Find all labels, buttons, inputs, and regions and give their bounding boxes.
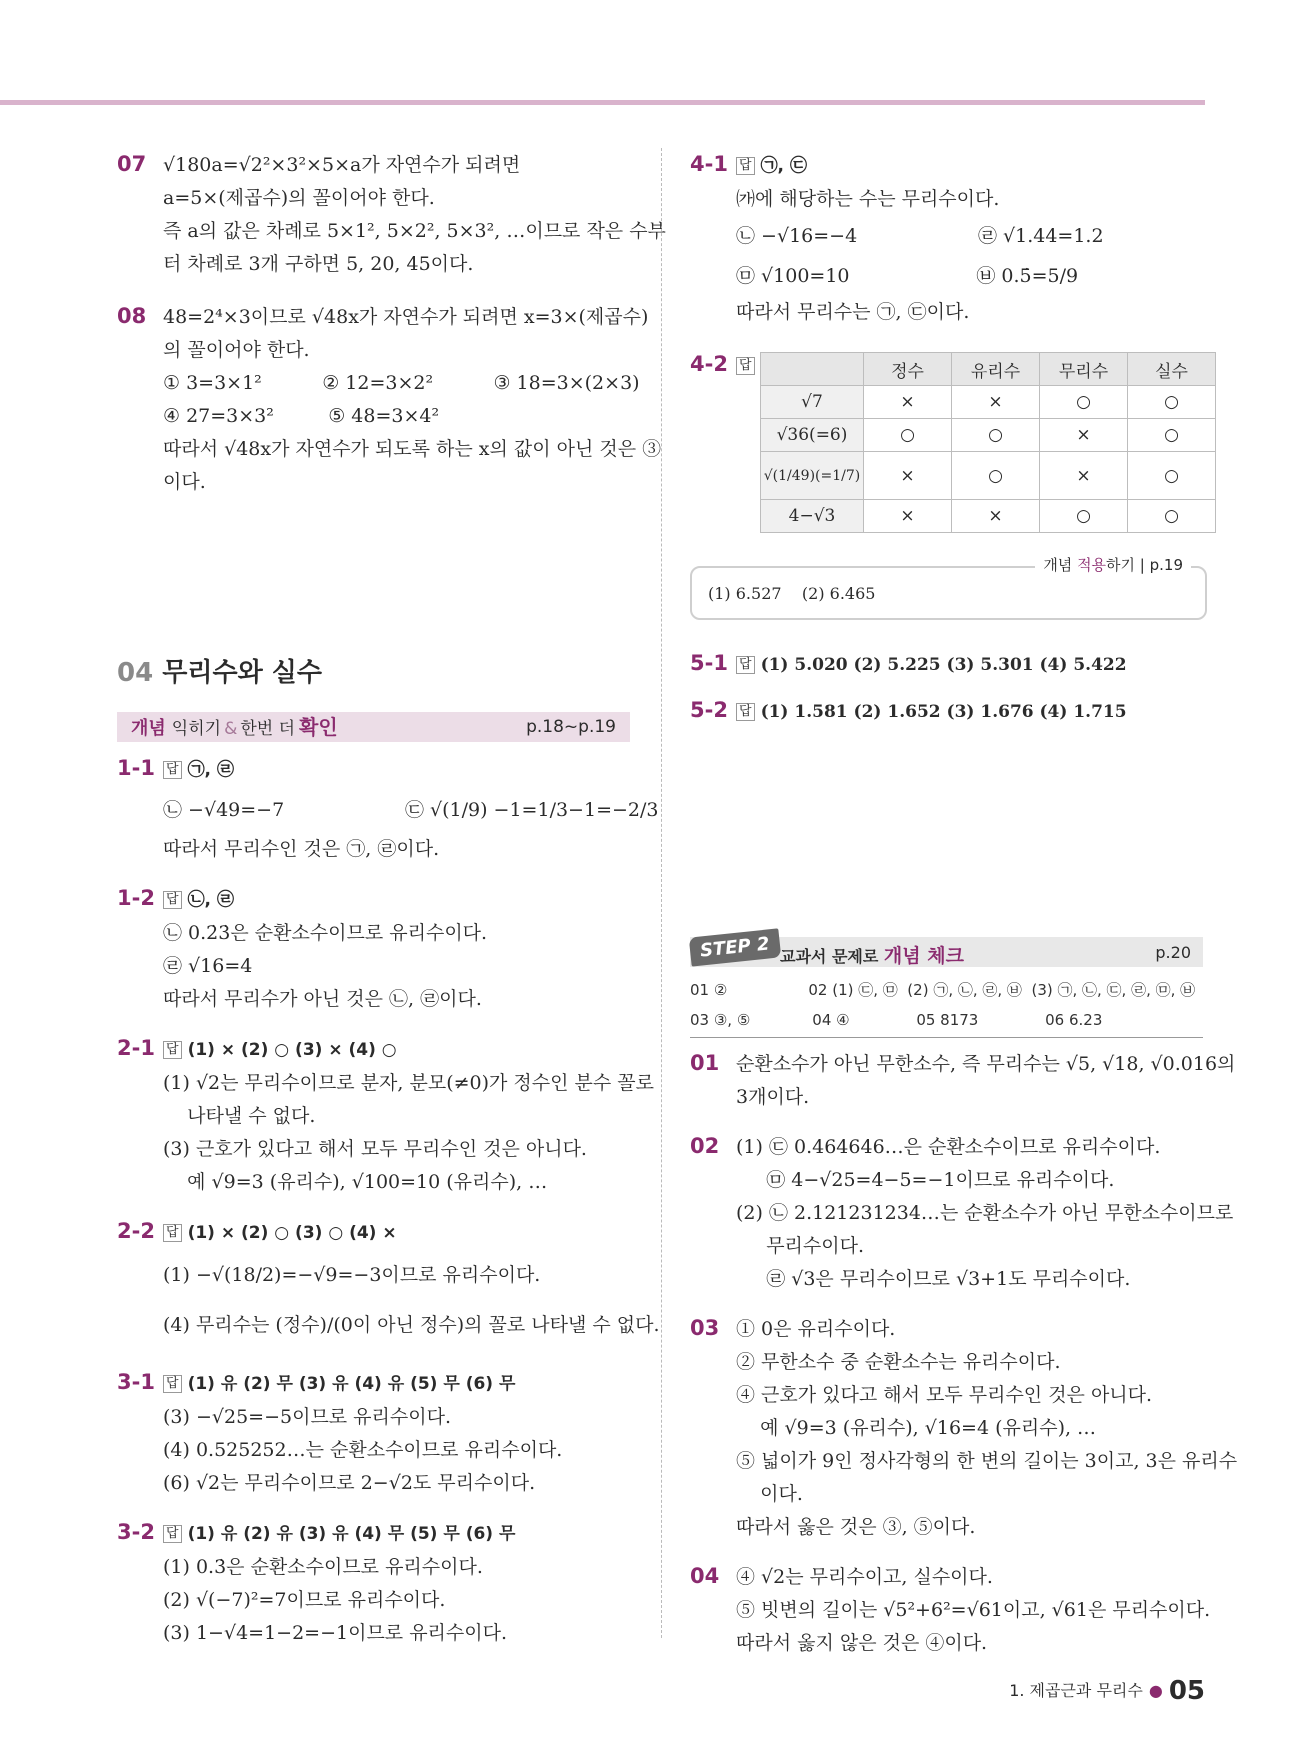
exercise-2-1: [117, 1032, 654, 1199]
page-reference: p.18~p.19: [526, 717, 616, 737]
table-header: 정수: [864, 353, 952, 386]
problem-number: 08: [117, 304, 147, 328]
text-line: ④ 27=3×3² ⑤ 48=3×4²: [163, 405, 440, 427]
section-number: 04: [117, 658, 154, 688]
answer-tag: 답: [163, 1525, 182, 1543]
summary-row: 03 ③, ⑤ 04 ④ 05 8173 06 6.23: [690, 1011, 1103, 1029]
table-cell: ×: [864, 452, 952, 500]
exercise-number: 4-1: [690, 152, 728, 176]
table-cell: ○: [952, 452, 1040, 500]
exercise-number: 5-2: [690, 698, 728, 722]
text-line: (4) 무리수는 (정수)/(0이 아닌 정수)의 꼴로 나타낼 수 없다.: [163, 1314, 660, 1336]
concept-apply-box: [690, 556, 1207, 620]
exercise-4-2: [690, 352, 761, 376]
exercise-number: 1-2: [117, 886, 155, 910]
box-label: [1035, 554, 1191, 575]
text-line: (4) 0.525252…는 순환소수이므로 유리수이다.: [163, 1439, 563, 1461]
table-cell: ×: [1040, 419, 1128, 452]
text-line: ② 무한소수 중 순환소수는 유리수이다.: [736, 1351, 1061, 1373]
step2-header: [690, 933, 1203, 967]
text-line: ④ √2는 무리수이고, 실수이다.: [736, 1566, 993, 1588]
column-divider: [661, 148, 662, 1638]
table-cell: ○: [1128, 452, 1216, 500]
text-line: 순환소수가 아닌 무한소수, 즉 무리수는 √5, √18, √0.016의: [736, 1053, 1236, 1075]
text-line: 따라서 옳지 않은 것은 ④이다.: [736, 1632, 988, 1654]
text-line: ⑤ 넓이가 9인 정사각형의 한 변의 길이는 3이고, 3은 유리수: [736, 1450, 1238, 1472]
exercise-number: 3-1: [117, 1370, 155, 1394]
text-line: (1) √2는 무리수이므로 분자, 분모(≠0)가 정수인 분수 꼴로: [163, 1072, 654, 1094]
text-line: 무리수이다.: [736, 1235, 865, 1257]
table-cell: ○: [1040, 386, 1128, 419]
table-row: [761, 500, 1216, 533]
page-footer: [1009, 1676, 1205, 1706]
exercise-number: 3-2: [117, 1520, 155, 1544]
right-exercises: [690, 1047, 1238, 1676]
band-label: &: [224, 719, 238, 739]
text-line: ㉡ −√49=−7 ㉢ √(1/9) −1=1/3−1=−2/3: [163, 799, 659, 821]
text-line: ㉤ 4−√25=4−5=−1이므로 유리수이다.: [736, 1169, 1115, 1191]
text-line: (1) ㉢ 0.464646…은 순환소수이므로 유리수이다.: [736, 1136, 1161, 1158]
exercise-number: 2-2: [117, 1219, 155, 1243]
band-label: 한번 더: [240, 719, 295, 739]
answer: (1) 유 (2) 유 (3) 유 (4) 무 (5) 무 (6) 무: [187, 1524, 516, 1544]
text-line: (1) −√(18/2)=−√9=−3이므로 유리수이다.: [163, 1264, 541, 1286]
table-cell: √36(=6): [761, 419, 864, 452]
answer-tag: 답: [736, 357, 755, 375]
step-title-text: 개념 체크: [883, 945, 964, 967]
table-cell: ○: [1128, 419, 1216, 452]
text-line: ① 3=3×1² ② 12=3×2² ③ 18=3×(2×3): [163, 372, 640, 394]
band-label: 익히기: [171, 719, 222, 739]
left-exercises: [117, 752, 660, 1666]
text-line: 나타낼 수 없다.: [163, 1105, 316, 1127]
step2-01: [690, 1047, 1236, 1114]
problem-number: 03: [690, 1316, 720, 1340]
chapter-title: 1. 제곱근과 무리수: [1009, 1681, 1143, 1700]
table-header: [761, 353, 864, 386]
answer: (1) × (2) ○ (3) × (4) ○: [187, 1040, 397, 1060]
section-name: 무리수와 실수: [162, 658, 322, 688]
table-cell: ×: [864, 500, 952, 533]
box-value: (1) 6.527 (2) 6.465: [708, 584, 876, 603]
answer: ㉠, ㉣: [187, 760, 234, 780]
answer: (1) 1.581 (2) 1.652 (3) 1.676 (4) 1.715: [760, 702, 1127, 722]
page-number: 05: [1168, 1676, 1205, 1706]
table-header: 유리수: [952, 353, 1040, 386]
answer: (1) 유 (2) 무 (3) 유 (4) 유 (5) 무 (6) 무: [187, 1374, 516, 1394]
band-label: 확인: [299, 715, 338, 739]
text-line: 3개이다.: [736, 1086, 810, 1108]
problem-number: 07: [117, 152, 147, 176]
table-header-row: [761, 353, 1216, 386]
exercise-1-2: [117, 882, 647, 1016]
classification-table: [760, 352, 1216, 533]
text-line: 따라서 무리수가 아닌 것은 ㉡, ㉣이다.: [163, 988, 482, 1010]
section-title: [117, 652, 322, 689]
answer-tag: 답: [163, 761, 182, 779]
exercise-1-1: [117, 752, 659, 866]
text-line: ㉤ √100=10 ㉥ 0.5̇=5/9: [736, 265, 1079, 287]
text-line: ⑤ 빗변의 길이는 √5²+6²=√61이고, √61은 무리수이다.: [736, 1599, 1211, 1621]
answer-tag: 답: [736, 656, 755, 674]
text-line: ㈎에 해당하는 수는 무리수이다.: [736, 188, 1000, 210]
answer: (1) × (2) ○ (3) ○ (4) ×: [187, 1223, 397, 1243]
step2-04: [690, 1560, 1210, 1660]
answer-tag: 답: [163, 1224, 182, 1242]
table-row: [761, 386, 1216, 419]
exercise-5-1: [690, 647, 1205, 682]
text-line: 이다.: [736, 1483, 803, 1505]
text-line: a=5×(제곱수)의 꼴이어야 한다.: [163, 187, 435, 209]
text-line: (1) 0.3̇은 순환소수이므로 유리수이다.: [163, 1556, 483, 1578]
problem-number: 02: [690, 1134, 720, 1158]
problem-number: 04: [690, 1564, 720, 1588]
exercise-number: 4-2: [690, 352, 728, 376]
table-header: 실수: [1128, 353, 1216, 386]
exercise-number: 1-1: [117, 756, 155, 780]
answer: (1) 5.020 (2) 5.225 (3) 5.301 (4) 5.422: [760, 655, 1127, 675]
text-line: 따라서 무리수인 것은 ㉠, ㉣이다.: [163, 838, 440, 860]
step2-03: [690, 1312, 1238, 1544]
table-cell: 4−√3: [761, 500, 864, 533]
answer-tag: 답: [163, 891, 182, 909]
table-cell: ×: [952, 500, 1040, 533]
text-line: 48=2⁴×3이므로 √48x가 자연수가 되려면 x=3×(제곱수): [163, 306, 649, 328]
table-cell: ○: [864, 419, 952, 452]
exercise-4-1: [690, 148, 1205, 329]
exercise-5-2: [690, 694, 1205, 729]
answer-tag: 답: [163, 1041, 182, 1059]
page-reference: p.20: [1155, 943, 1191, 962]
text-line: 따라서 √48x가 자연수가 되도록 하는 x의 값이 아닌 것은 ③: [163, 438, 662, 460]
text-line: 이다.: [163, 471, 206, 493]
table-row: [761, 419, 1216, 452]
bullet-icon: ●: [1148, 1681, 1163, 1700]
step-title: [780, 941, 964, 968]
exercise-number: 2-1: [117, 1036, 155, 1060]
text-line: 터 차례로 3개 구하면 5, 20, 45이다.: [163, 253, 474, 275]
text-line: (2) ㉡ 2.121231234…는 순환소수가 아닌 무한소수이므로: [736, 1202, 1234, 1224]
table-row: [761, 452, 1216, 500]
table-cell: ×: [1040, 452, 1128, 500]
text-line: 따라서 무리수는 ㉠, ㉢이다.: [736, 301, 970, 323]
answer-tag: 답: [736, 157, 755, 175]
table-cell: ○: [1040, 500, 1128, 533]
text-line: 예 √9=3 (유리수), √16=4 (유리수), …: [736, 1417, 1097, 1439]
exercise-3-1: [117, 1366, 647, 1500]
box-label-text: 개념: [1043, 556, 1078, 574]
table-cell: ○: [952, 419, 1040, 452]
text-line: (2) √(−7)²=7이므로 유리수이다.: [163, 1589, 446, 1611]
text-line: ㉣ √3은 무리수이므로 √3+1도 무리수이다.: [736, 1268, 1131, 1290]
step-title-text: 교과서 문제로: [780, 947, 884, 966]
text-line: ① 0은 유리수이다.: [736, 1318, 896, 1340]
text-line: ④ 근호가 있다고 해서 모두 무리수인 것은 아니다.: [736, 1384, 1153, 1406]
band-label: 개념: [131, 718, 166, 739]
exercise-number: 5-1: [690, 651, 728, 675]
table-cell: ○: [1128, 386, 1216, 419]
exercise-2-2: [117, 1215, 660, 1350]
table-header: 무리수: [1040, 353, 1128, 386]
table-cell: ○: [1128, 500, 1216, 533]
text-line: (3) −√25=−5이므로 유리수이다.: [163, 1406, 451, 1428]
table-cell: √7: [761, 386, 864, 419]
answer: ㉡, ㉣: [187, 890, 234, 910]
text-line: (3) 근호가 있다고 해서 모두 무리수인 것은 아니다.: [163, 1138, 587, 1160]
text-line: ㉡ −√16=−4 ㉣ √1.44=1.2: [736, 225, 1104, 247]
text-line: 예 √9=3 (유리수), √100=10 (유리수), …: [163, 1171, 548, 1193]
step-badge: STEP 2: [689, 928, 781, 966]
text-line: 즉 a의 값은 차례로 5×1², 5×2², 5×3², …이므로 작은 수부: [163, 220, 666, 242]
summary-divider: [690, 1037, 1203, 1038]
step2-answer-summary: [690, 975, 1203, 1038]
problem-number: 01: [690, 1051, 720, 1075]
summary-row: 01 ② 02 (1) ㉢, ㉤ (2) ㉠, ㉡, ㉣, ㉥ (3) ㉠, ㉡, ㉢, ㉣, ㉤, ㉥: [690, 981, 1196, 999]
problem-07: [117, 148, 666, 281]
text-line: (3) 1−√4=1−2=−1이므로 유리수이다.: [163, 1622, 508, 1644]
answer-tag: 답: [736, 703, 755, 721]
step2-02: [690, 1130, 1234, 1296]
text-line: √180a=√2²×3²×5×a가 자연수가 되려면: [163, 154, 521, 176]
concept-band: [117, 712, 630, 742]
box-label-text: 적용: [1077, 556, 1107, 574]
exercise-3-2: [117, 1516, 647, 1650]
answer: ㉠, ㉢: [760, 156, 807, 176]
text-line: ㉡ 0.2̇3̇은 순환소수이므로 유리수이다.: [163, 922, 488, 944]
text-line: ㉣ √16=4: [163, 955, 253, 977]
table-cell: ×: [864, 386, 952, 419]
problem-08: [117, 300, 662, 499]
box-label-text: 하기 | p.19: [1106, 556, 1183, 574]
text-line: 의 꼴이어야 한다.: [163, 339, 310, 361]
table-cell: ×: [952, 386, 1040, 419]
table-cell: √(1/49)(=1/7): [761, 452, 864, 500]
top-rule: [0, 100, 1205, 105]
text-line: 따라서 옳은 것은 ③, ⑤이다.: [736, 1516, 976, 1538]
text-line: (6) √2는 무리수이므로 2−√2도 무리수이다.: [163, 1472, 536, 1494]
answer-tag: 답: [163, 1375, 182, 1393]
